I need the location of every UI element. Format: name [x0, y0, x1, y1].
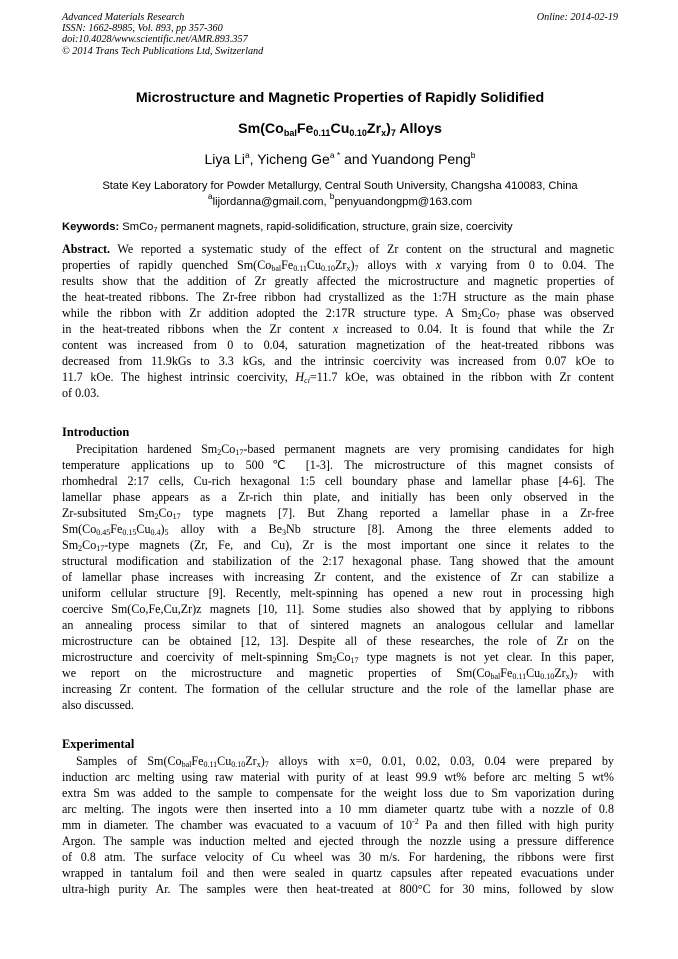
author-list: Liya Li$^a$, Yicheng $Ge^{a *}$ and Yuandong Peng$^b$ [204, 150, 476, 167]
intro-line: also discussed. [62, 698, 134, 712]
introduction-body [62, 441, 614, 713]
exp-line: induction arc melting using raw material with purity of at least 99.9 wt% before arc melting 5 wt% [62, 770, 614, 784]
experimental-heading: Experimental [62, 737, 135, 751]
abstract-line: in the heat-treated ribbons when the Zr content x increased to 0.04. It is found that while the Zr [62, 322, 614, 336]
exp-line: wrapped in tantalum foil and then were sealed in quartz capsules after repeated evacuations under [62, 866, 614, 880]
journal-header [62, 12, 618, 57]
introduction-heading: Introduction [62, 425, 130, 439]
intro-line: increasing Zr content. The formation of the cellular structure and the role of the lamellar phase are [62, 682, 614, 696]
intro-line: temperature applications up to 500℃ [1-3]. The microstructure of this magnet consists of [62, 458, 614, 472]
keywords: Keywords: SmCo$_7$ permanent magnets, rapid-solidification, structure, grain size, coercivity [62, 221, 513, 234]
intro-line: Zr-subsituted $Sm_2Co_{17}$ type magnets [7]. But Zhang reported a lamellar phase in a Zr-free [62, 506, 614, 521]
intro-line: structural modification and stabilization of the 2:17 hexagonal phase. Tang showed that the amount [62, 554, 614, 568]
author-emails: $^a$lijordanna@gmail.com, $^b$penyuandongpm@163.com [207, 191, 473, 208]
abstract-line: while the ribbon with Zr addition adopted the 2:17R structure type. A $Sm_2Co_7$ phase was observed [62, 306, 614, 321]
abstract-label: Abstract. [62, 242, 111, 256]
paper-title-line-1: Microstructure and Magnetic Properties of Rapidly Solidified [135, 90, 545, 106]
exp-line: mm in diameter. The chamber was evacuated to a vacuum of $10^{-2}$ Pa and then filled with high purity [62, 817, 615, 832]
exp-line: Argon. The sample was induction melted and ejected through the nozzle using a pressure difference [62, 834, 614, 848]
abstract-line: of 0.03. [62, 386, 100, 400]
intro-line: we report on the microstructure and magnetic properties of $Sm(Co_{bal}Fe_{0.11}Cu_{0.10}Zr_x)_7$ with [62, 666, 614, 681]
intro-line: $Sm_2Co_{17}$-type magnets (Zr, Fe, and Cu), Zr is the most important one since it relates to the [62, 538, 614, 553]
issn-line: ISSN: 1662-8985, Vol. 893, pp 357-360 [62, 23, 223, 35]
experimental-body [62, 753, 614, 897]
intro-line: coercive Sm(Co,Fe,Cu,Zr)z magnets [10, 11]. Some studies also showed that by applying to ribbons [62, 602, 614, 616]
copyright-line: © 2014 Trans Tech Publications Ltd, Switzerland [62, 45, 264, 57]
exp-line: ultra-high purity Ar. The samples were then heat-treated at 800°C for 30 mins, followed by slow [62, 882, 614, 896]
intro-line: $Sm(Co_{0.45}Fe_{0.15}Cu_{0.4})_5$ alloy with a $Be_3Nb$ structure [8]. Among the three elements added to [62, 522, 614, 537]
abstract-line: the heat-treated ribbons. The Zr-free ribbon had crystallized as the 1:7H structure as the main phase [62, 290, 614, 304]
intro-line: an annealing process similar to that of sintered magnets an analogous cellular and lamellar [62, 618, 614, 632]
abstract-line: results show that the addition of Zr greatly affected the microstructure and magnetic properties of [62, 274, 614, 288]
intro-line: uniform cellular structure [9]. Recently, melt-spinning has opened a new rout in processing high [62, 586, 614, 600]
abstract-line: properties of rapidly quenched $Sm(Co_{bal}Fe_{0.11}Cu_{0.10}Zr_x)_7$ alloys with x varying from 0 to 0.04. The [62, 258, 614, 273]
exp-line: Samples of $Sm(Co_{bal}Fe_{0.11}Cu_{0.10}Zr_x)_7$ alloys with x=0, 0.01, 0.02, 0.03, 0.04 were prepared by [76, 754, 614, 769]
abstract [62, 241, 614, 401]
keywords-label: Keywords: [62, 221, 120, 233]
intro-line: microstructure can be obtained [12, 13]. Despite all of these researches, the role of Zr on the [62, 634, 614, 648]
intro-line: Precipitation hardened $Sm_2Co_{17}$-based permanent magnets are very promising candidates for high [76, 442, 614, 457]
doi-line: doi:10.4028/www.scientific.net/AMR.893.357 [62, 34, 248, 46]
affiliation: State Key Laboratory for Powder Metallurgy, Central South University, Changsha 410083, China [102, 180, 578, 192]
exp-line: of 0.8 atm. The surface velocity of Cu wheel was 30 m/s. For hardening, the ribbons were first [62, 850, 614, 864]
exp-line: extra Sm was added to the sample to compensate for the weight loss due to Sm vaporization during [62, 786, 614, 800]
journal-name: Advanced Materials Research [62, 12, 185, 23]
intro-line: of lamellar phase increases with increasing Zr content, and the existence of Zr can stabilize a [62, 570, 614, 584]
exp-line: arc melting. The ingots were then inserted into a 10 mm diameter quartz tube with a nozzle of 0.8 [62, 802, 614, 816]
intro-line: microstructure and coercivity of melt-spinning $Sm_2Co_{17}$ type magnets is not yet clear. In this paper, [62, 650, 615, 665]
online-date: Online: 2014-02-19 [536, 12, 618, 23]
abstract-line: 11.7 kOe. The highest intrinsic coercivity, $H_{ci}=11.7$ kOe, was obtained in the ribbon with Zr content [62, 370, 614, 385]
intro-line: rhomhedral 2:17 cells, Cu-rich hexagonal 1:5 cell boundary phase and lamellar phase [4-6]. The [62, 474, 614, 488]
intro-line: lamellar phase appears as a Zr-rich thin plate, and initially has been only observed in the [62, 490, 614, 504]
abstract-line: Abstract. We reported a systematic study of the effect of Zr content on the structural and magnetic [62, 242, 614, 256]
paper-title-line-2: $Sm(Co_{bal}Fe_{0.11}Cu_{0.10}Zr_x)_7$ Alloys [238, 121, 442, 138]
abstract-line: content was increased from 0 to 0.04, saturation magnetization of the heat-treated ribbons was [62, 338, 614, 352]
abstract-line: decreased from 11.9kGs to 3.3 kGs, and the intrinsic coercivity was increased from 0.07 kOe to [62, 354, 614, 368]
